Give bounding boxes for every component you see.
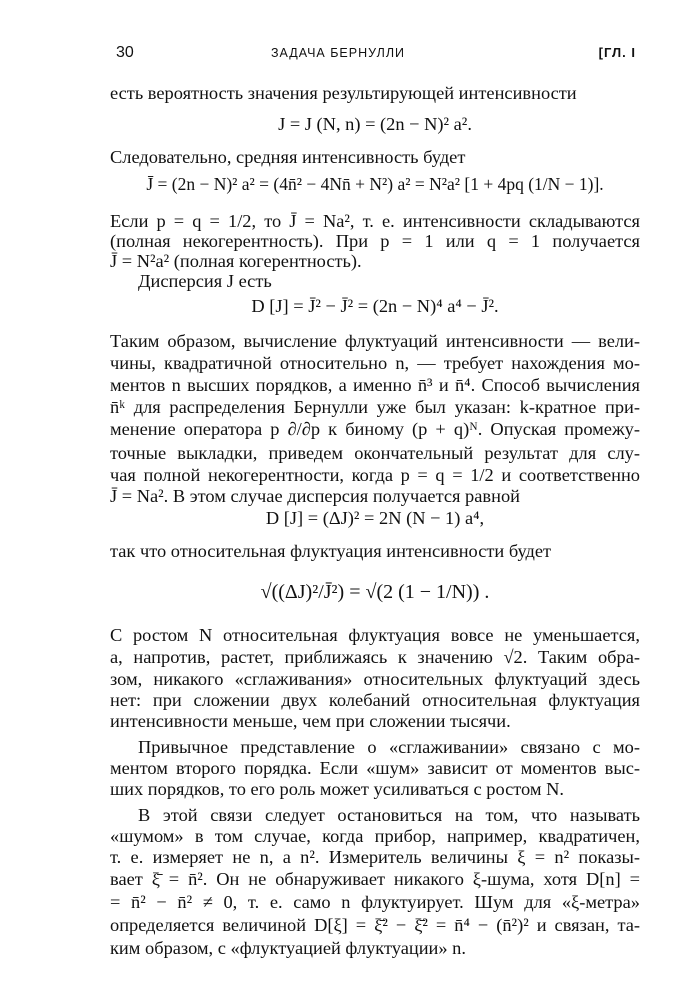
- text-line: чины, квадратичной относительно n, — требует нахождения мо-: [110, 353, 640, 373]
- text-line: Таким образом, вычисление флуктуаций интенсивности — вели-: [110, 331, 640, 351]
- text-line: менение оператора p ∂/∂p к биному (p + q)ᴺ. Опуская промежу-: [110, 419, 640, 439]
- text-line: ментов n высших порядков, а именно n̄³ и n̄⁴. Способ вычисления: [110, 375, 640, 395]
- text-line: зом, никакого «сглаживания» относительных флуктуаций здесь: [110, 669, 640, 689]
- text-line: Если p = q = 1/2, то J̄ = Na², т. е. интенсивности складываются: [110, 211, 640, 231]
- text-line: В этой связи следует остановиться на том, что называть: [138, 805, 640, 825]
- text-line: J̄ = Na². В этом случае дисперсия получается равной: [110, 486, 520, 506]
- text-line: нет: при сложении двух колебаний относительная флуктуация: [110, 690, 640, 710]
- text-line: вает ξ̄ = n̄². Он не обнаруживает никакого ξ-шума, хотя D[n] =: [110, 869, 640, 889]
- equation-1: J = J (N, n) = (2n − N)² a².: [278, 114, 472, 134]
- text-line: есть вероятность значения результирующей интенсивности: [110, 83, 577, 103]
- text-line: n̄ᵏ для распределения Бернулли уже был указан: k-кратное при-: [110, 397, 640, 417]
- text-line: (полная некогерентность). При p = 1 или q = 1 получается: [110, 231, 640, 251]
- text-line: «шумом» в том случае, когда прибор, например, квадратичен,: [110, 826, 640, 846]
- equation-3: D [J] = J̄² − J̄² = (2n − N)⁴ a⁴ − J̄².: [251, 296, 499, 316]
- text-line: = n̄² − n̄² ≠ 0, т. е. само n флуктуирует. Шум для «ξ-метра»: [110, 892, 640, 912]
- text-line: т. е. измеряет не n, а n². Измеритель величины ξ = n² показы-: [110, 847, 640, 867]
- chapter-marker: [ГЛ. I: [598, 45, 636, 60]
- text-line: определяется величиной D[ξ] = ξ̄² − ξ̄² = n̄⁴ − (n̄²)² и связан, та-: [110, 915, 640, 935]
- text-line: Дисперсия J есть: [138, 271, 272, 291]
- text-line: ших порядков, то его роль может усиливаться с ростом N.: [110, 779, 565, 799]
- text-line: так что относительная флуктуация интенсивности будет: [110, 541, 552, 561]
- text-line: ким образом, с «флуктуацией флуктуации» n.: [110, 938, 466, 958]
- page-number: 30: [116, 44, 134, 61]
- equation-2: J̄ = (2n − N)² a² = (4n̄² − 4Nn̄ + N²) a² = N²a² [1 + 4pq (1/N − 1)].: [146, 174, 604, 194]
- running-header: [0, 36, 676, 66]
- text-line: интенсивности меньше, чем при сложении тысячи.: [110, 711, 511, 731]
- text-line: точные выкладки, приведем окончательный результат для слу-: [110, 443, 640, 463]
- equation-5: √((ΔJ)²/J̄²) = √(2 (1 − 1/N)) .: [260, 581, 490, 603]
- text-line: ментом второго порядка. Если «шум» зависит от моментов выс-: [110, 758, 640, 778]
- text-line: Привычное представление о «сглаживании» связано с мо-: [138, 737, 640, 757]
- text-line: J̄ = N²a² (полная когерентность).: [110, 251, 362, 271]
- text-line: чая полной некогерентности, когда p = q = 1/2 и соответственно: [110, 465, 640, 485]
- text-line: Следовательно, средняя интенсивность будет: [110, 147, 466, 167]
- text-line: а, напротив, растет, приближаясь к значению √2. Таким обра-: [110, 647, 640, 667]
- text-line: С ростом N относительная флуктуация вовсе не уменьшается,: [110, 625, 640, 645]
- running-title: ЗАДАЧА БЕРНУЛЛИ: [270, 46, 406, 60]
- equation-4: D [J] = (ΔJ)² = 2N (N − 1) a⁴,: [265, 508, 485, 528]
